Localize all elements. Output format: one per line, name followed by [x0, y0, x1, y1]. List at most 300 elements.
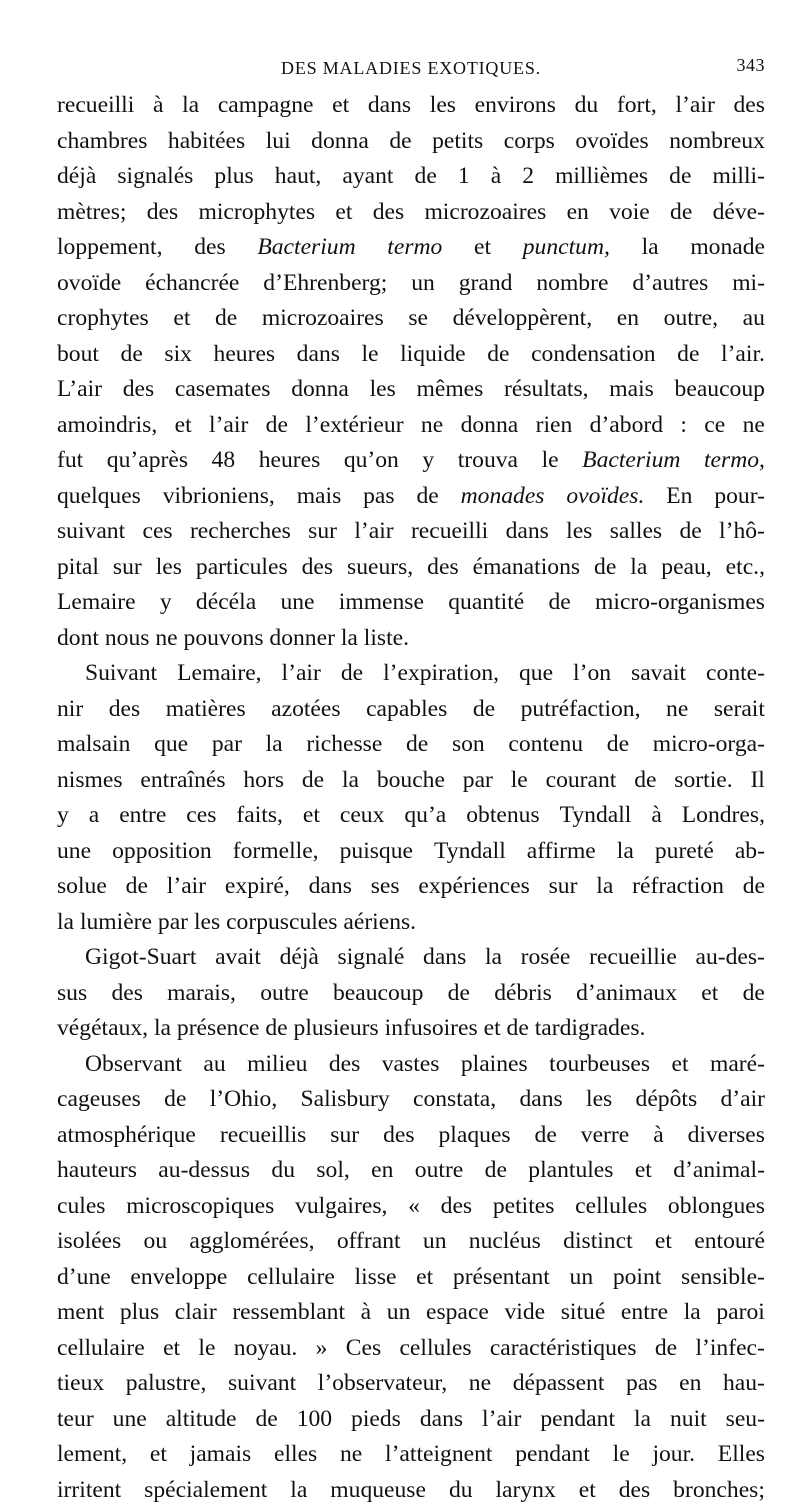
word: altitude [166, 1402, 237, 1438]
word: lement, [57, 1437, 127, 1473]
word: a [89, 798, 99, 834]
word: du [449, 1473, 473, 1508]
word: dans [506, 514, 549, 550]
word: les [370, 372, 396, 408]
word: fut [57, 443, 83, 479]
word: mais [609, 372, 654, 408]
word: végétaux, [57, 1011, 148, 1047]
word: de [549, 585, 571, 621]
word: microscopiques [126, 1189, 274, 1225]
word: 2 [522, 159, 534, 195]
text-line [57, 976, 765, 1012]
text-line [57, 88, 765, 124]
word: termo, [704, 443, 765, 479]
word: campagne [218, 88, 314, 124]
word: donna [311, 124, 369, 160]
word: hors [243, 763, 284, 799]
word: le [613, 1437, 630, 1473]
text-line [57, 266, 765, 302]
word: trouva [458, 443, 518, 479]
word: ne [469, 1366, 491, 1402]
word: corps [504, 124, 555, 160]
word: débris [494, 976, 552, 1012]
word: verre [581, 1118, 629, 1154]
word: l’infec- [695, 1331, 764, 1367]
word: de [121, 337, 143, 373]
word: casemates [175, 372, 271, 408]
word: déjà [57, 159, 96, 195]
word: situé [561, 1295, 606, 1331]
running-head [57, 58, 765, 88]
word: et [175, 408, 192, 444]
text-line [57, 301, 765, 337]
word: signalés [117, 159, 193, 195]
word: présence [177, 1011, 260, 1047]
word: le [198, 1331, 215, 1367]
word: à [651, 798, 661, 834]
word: suivant [228, 1366, 296, 1402]
word: se [408, 301, 428, 337]
word: caractéristiques [490, 1331, 637, 1367]
word: corpuscules [226, 905, 337, 941]
text-line [57, 337, 765, 373]
word: la [266, 727, 283, 763]
word: y [160, 585, 172, 621]
word: entouré [694, 1224, 765, 1260]
word: ne [421, 408, 443, 444]
word: et [303, 798, 320, 834]
word: d’animal- [673, 1153, 765, 1189]
word: d’air [720, 1082, 765, 1118]
word: outre [260, 976, 308, 1012]
word: expériences [418, 869, 529, 905]
word: isolées [57, 1224, 121, 1260]
word: ou [144, 1224, 168, 1260]
word: particules [196, 550, 288, 586]
word: de [669, 159, 691, 195]
word: donner [269, 621, 335, 657]
word: ab- [735, 834, 765, 870]
word: le [542, 443, 559, 479]
word: Lemaire, [177, 656, 262, 692]
word: seu- [726, 1402, 765, 1438]
word: qu’après [107, 443, 188, 479]
word: au-dessus [158, 1153, 250, 1189]
word: condensation [531, 337, 656, 373]
word: de [655, 1331, 677, 1367]
text-line [57, 727, 765, 763]
word: azotées [271, 692, 340, 728]
word: environs [475, 88, 556, 124]
word: nucléus [469, 1224, 541, 1260]
word: les [156, 550, 182, 586]
word: dans [297, 337, 340, 373]
word: crophytes [57, 301, 149, 337]
word: plaines [461, 1047, 528, 1083]
word: plus [120, 1295, 159, 1331]
word: et [474, 230, 491, 266]
word: pouvons [184, 621, 264, 657]
word: y [57, 798, 69, 834]
word: recueilli [57, 88, 134, 124]
word: Tyndall [560, 798, 632, 834]
word: par [463, 763, 493, 799]
word: ayant [342, 159, 393, 195]
word: six [164, 337, 192, 373]
word: 100 [297, 1402, 332, 1438]
word: salles [610, 514, 662, 550]
word: recueilli [411, 514, 488, 550]
word: microzoaires [424, 195, 546, 231]
text-line [57, 514, 765, 550]
word: ne [666, 692, 688, 728]
word: : [680, 408, 687, 444]
word: richesse [306, 727, 382, 763]
word: ne [743, 408, 765, 444]
word: émanations [473, 550, 580, 586]
word: tourbeuses [549, 1047, 650, 1083]
word: de [302, 763, 324, 799]
word: petites [493, 1189, 555, 1225]
word: micro-orga- [653, 727, 765, 763]
text-line [57, 656, 765, 692]
word: d’une [57, 1260, 111, 1296]
word: sensible- [681, 1260, 765, 1296]
word: enveloppe [130, 1260, 227, 1296]
word: de [416, 479, 438, 515]
word: y [422, 443, 434, 479]
word: des [111, 976, 142, 1012]
text-line [57, 1295, 765, 1331]
word: capables [366, 692, 447, 728]
word: jour. [652, 1437, 695, 1473]
word: immense [339, 585, 424, 621]
word: une [280, 585, 314, 621]
word: sortie. [674, 763, 732, 799]
word: cellules [575, 1189, 647, 1225]
text-line [57, 159, 765, 195]
text-line [57, 869, 765, 905]
word: la [630, 550, 647, 586]
word: à [153, 88, 163, 124]
word: cules [57, 1189, 105, 1225]
word: le [511, 763, 528, 799]
word: malsain [57, 727, 130, 763]
word: vide [504, 1295, 545, 1331]
word: liquide [400, 337, 466, 373]
word: mais [297, 479, 342, 515]
word: l’air. [721, 337, 765, 373]
word: ses [371, 869, 400, 905]
word: et [163, 1331, 180, 1367]
word: et [655, 1224, 672, 1260]
word: Gigot-Suart [85, 940, 196, 976]
word: puisque [340, 834, 413, 870]
text-line [57, 692, 765, 728]
text-line [57, 372, 765, 408]
word: voie [609, 195, 650, 231]
word: du [575, 88, 599, 124]
word: solue [57, 869, 107, 905]
word: de [164, 1082, 186, 1118]
word: bout [57, 337, 99, 373]
word: Bacterium [582, 443, 680, 479]
word: des [733, 88, 764, 124]
word: pas [363, 479, 394, 515]
word: la [154, 1011, 171, 1047]
word: offrant [337, 1224, 401, 1260]
word: de [215, 301, 237, 337]
word: ce [704, 408, 725, 444]
text-line [57, 1473, 765, 1508]
word: ovoïde [57, 266, 121, 302]
word: muqueuse [330, 1473, 426, 1508]
word: réfraction [632, 869, 724, 905]
word: Salisbury [301, 1082, 390, 1118]
word: entraînés [140, 763, 225, 799]
word: nir [57, 692, 83, 728]
word: faits, [236, 798, 283, 834]
word: des [194, 230, 225, 266]
word: de [679, 514, 701, 550]
word: grand [459, 266, 513, 302]
word: de [670, 195, 692, 231]
word: la [485, 940, 502, 976]
word: punctum, [523, 230, 610, 266]
word: à [653, 1118, 663, 1154]
text-line [57, 124, 765, 160]
word: marais, [167, 976, 236, 1012]
word: et [335, 195, 352, 231]
word: et [332, 88, 349, 124]
word: tieux [57, 1366, 104, 1402]
word: ne [155, 621, 177, 657]
word: Observant [85, 1047, 182, 1083]
word: de [126, 869, 148, 905]
word: de [266, 408, 288, 444]
word: que [154, 727, 188, 763]
text-line [57, 1331, 765, 1367]
word: de [634, 763, 656, 799]
word: déjà [280, 940, 319, 976]
word: en [371, 1153, 393, 1189]
word: la [57, 905, 74, 941]
word: larynx [496, 1473, 556, 1508]
word: suivant [57, 514, 125, 550]
word: plusieurs [294, 1011, 379, 1047]
word: opposition [112, 834, 212, 870]
text-line [57, 1260, 765, 1296]
word: nismes [57, 763, 123, 799]
word: signalé [338, 940, 405, 976]
word: nuit [670, 1402, 707, 1438]
word: en [679, 1366, 701, 1402]
word: chambres [57, 124, 147, 160]
word: recueillis [220, 1118, 306, 1154]
word: rien [536, 408, 573, 444]
word: vastes [382, 1047, 440, 1083]
word: d’autres [632, 266, 708, 302]
word: rosée [521, 940, 571, 976]
word: formelle, [233, 834, 319, 870]
text-line [57, 1153, 765, 1189]
word: une [113, 1402, 147, 1438]
word: un [570, 1260, 594, 1296]
body-text [57, 88, 765, 1508]
word: Londres, [682, 798, 765, 834]
word: haut, [275, 159, 322, 195]
word: expiré, [225, 869, 290, 905]
text-line [57, 230, 765, 266]
word: de [485, 1153, 507, 1189]
word: Elles [718, 1437, 765, 1473]
text-line [57, 1082, 765, 1118]
word: du [271, 1153, 295, 1189]
text-line [57, 763, 765, 799]
word: heures [259, 443, 321, 479]
word: les [586, 1082, 612, 1118]
word: Il [750, 763, 764, 799]
word: de [415, 159, 437, 195]
word: de [535, 1118, 557, 1154]
word: de [677, 337, 699, 373]
word: infusoires [385, 1011, 478, 1047]
word: noyau. [234, 1331, 298, 1367]
word: Suivant [85, 656, 157, 692]
word: conte- [706, 656, 765, 692]
word: sur [549, 869, 578, 905]
word: l’air [282, 656, 321, 692]
word: jamais [190, 1437, 252, 1473]
word: échancrée [145, 266, 239, 302]
word: de [448, 976, 470, 1012]
word: heures [214, 337, 276, 373]
word: la [290, 1473, 307, 1508]
word: son [452, 727, 485, 763]
word: et [484, 1011, 501, 1047]
word: cellulaire [247, 1260, 335, 1296]
word: une [57, 834, 91, 870]
word: la [642, 230, 659, 266]
word: irritent [57, 1473, 121, 1508]
word: En [666, 479, 692, 515]
word: pital [57, 550, 99, 586]
word: au-des- [695, 940, 764, 976]
text-line [57, 1224, 765, 1260]
word: les [194, 905, 220, 941]
word: l’on [573, 656, 611, 692]
word: l’air [167, 869, 206, 905]
word: recherches [190, 514, 291, 550]
word: les [566, 514, 592, 550]
word: la [684, 1295, 701, 1331]
text-line [57, 443, 765, 479]
word: putréfaction, [521, 692, 641, 728]
word: nombre [536, 266, 608, 302]
word: pureté [655, 834, 714, 870]
word: elles [274, 1437, 317, 1473]
word: l’extérieur [305, 408, 403, 444]
word: qu’a [404, 798, 446, 834]
word: loppement, [57, 230, 163, 266]
word: liste. [364, 621, 409, 657]
word: ovoïdes [575, 124, 648, 160]
word: microzoaires [262, 301, 384, 337]
word: » [316, 1331, 328, 1367]
word: lui [266, 124, 291, 160]
word: l’air [209, 408, 248, 444]
word: monades [461, 479, 545, 515]
word: sus [57, 976, 87, 1012]
text-line [57, 195, 765, 231]
word: peau, [661, 550, 711, 586]
word: l’atteignent [385, 1437, 492, 1473]
word: amoindris, [57, 408, 157, 444]
word: dans [423, 940, 466, 976]
word: serait [714, 692, 765, 728]
word: vibrioniens, [163, 479, 275, 515]
word: pendant [515, 1437, 590, 1473]
word: la [182, 88, 199, 124]
word: micro-organismes [595, 585, 765, 621]
word: millièmes [555, 159, 648, 195]
word: agglomérées, [189, 1224, 314, 1260]
word: quantité [448, 585, 524, 621]
word: ovoïdes. [566, 479, 644, 515]
word: d’animaux [576, 976, 677, 1012]
word: l’expiration, [383, 656, 499, 692]
word: déve- [713, 195, 765, 231]
word: outre [415, 1153, 463, 1189]
word: ne [340, 1437, 362, 1473]
word: distinct [563, 1224, 632, 1260]
word: dépôts [636, 1082, 698, 1118]
word: à [361, 1295, 371, 1331]
word: beaucoup [675, 372, 765, 408]
text-line [57, 585, 765, 621]
word: l’air [676, 88, 715, 124]
word: clair [175, 1295, 217, 1331]
text-line [57, 479, 765, 515]
text-line [57, 1011, 765, 1047]
word: etc., [726, 550, 765, 586]
word: mêmes [417, 372, 484, 408]
word: des [427, 550, 458, 586]
word: plaques [439, 1118, 511, 1154]
word: sur [113, 550, 142, 586]
word: espace [426, 1295, 489, 1331]
word: cellulaire [57, 1331, 145, 1367]
word: cellules [399, 1331, 471, 1367]
word: en [567, 195, 589, 231]
word: l’Ohio, [210, 1082, 278, 1118]
word: vulgaires, [295, 1189, 387, 1225]
word: sueurs, [347, 550, 413, 586]
word: ceux [340, 798, 385, 834]
word: L’air [57, 372, 102, 408]
word: ment [57, 1295, 104, 1331]
word: l’air [482, 1402, 521, 1438]
word: Lemaire [57, 585, 136, 621]
word: sur [330, 1118, 359, 1154]
text-line [57, 1437, 765, 1473]
text-line [57, 408, 765, 444]
word: beaucoup [333, 976, 423, 1012]
word: des [329, 1047, 360, 1083]
word: que [519, 656, 553, 692]
word: par [158, 905, 188, 941]
word: pendant [540, 1402, 615, 1438]
